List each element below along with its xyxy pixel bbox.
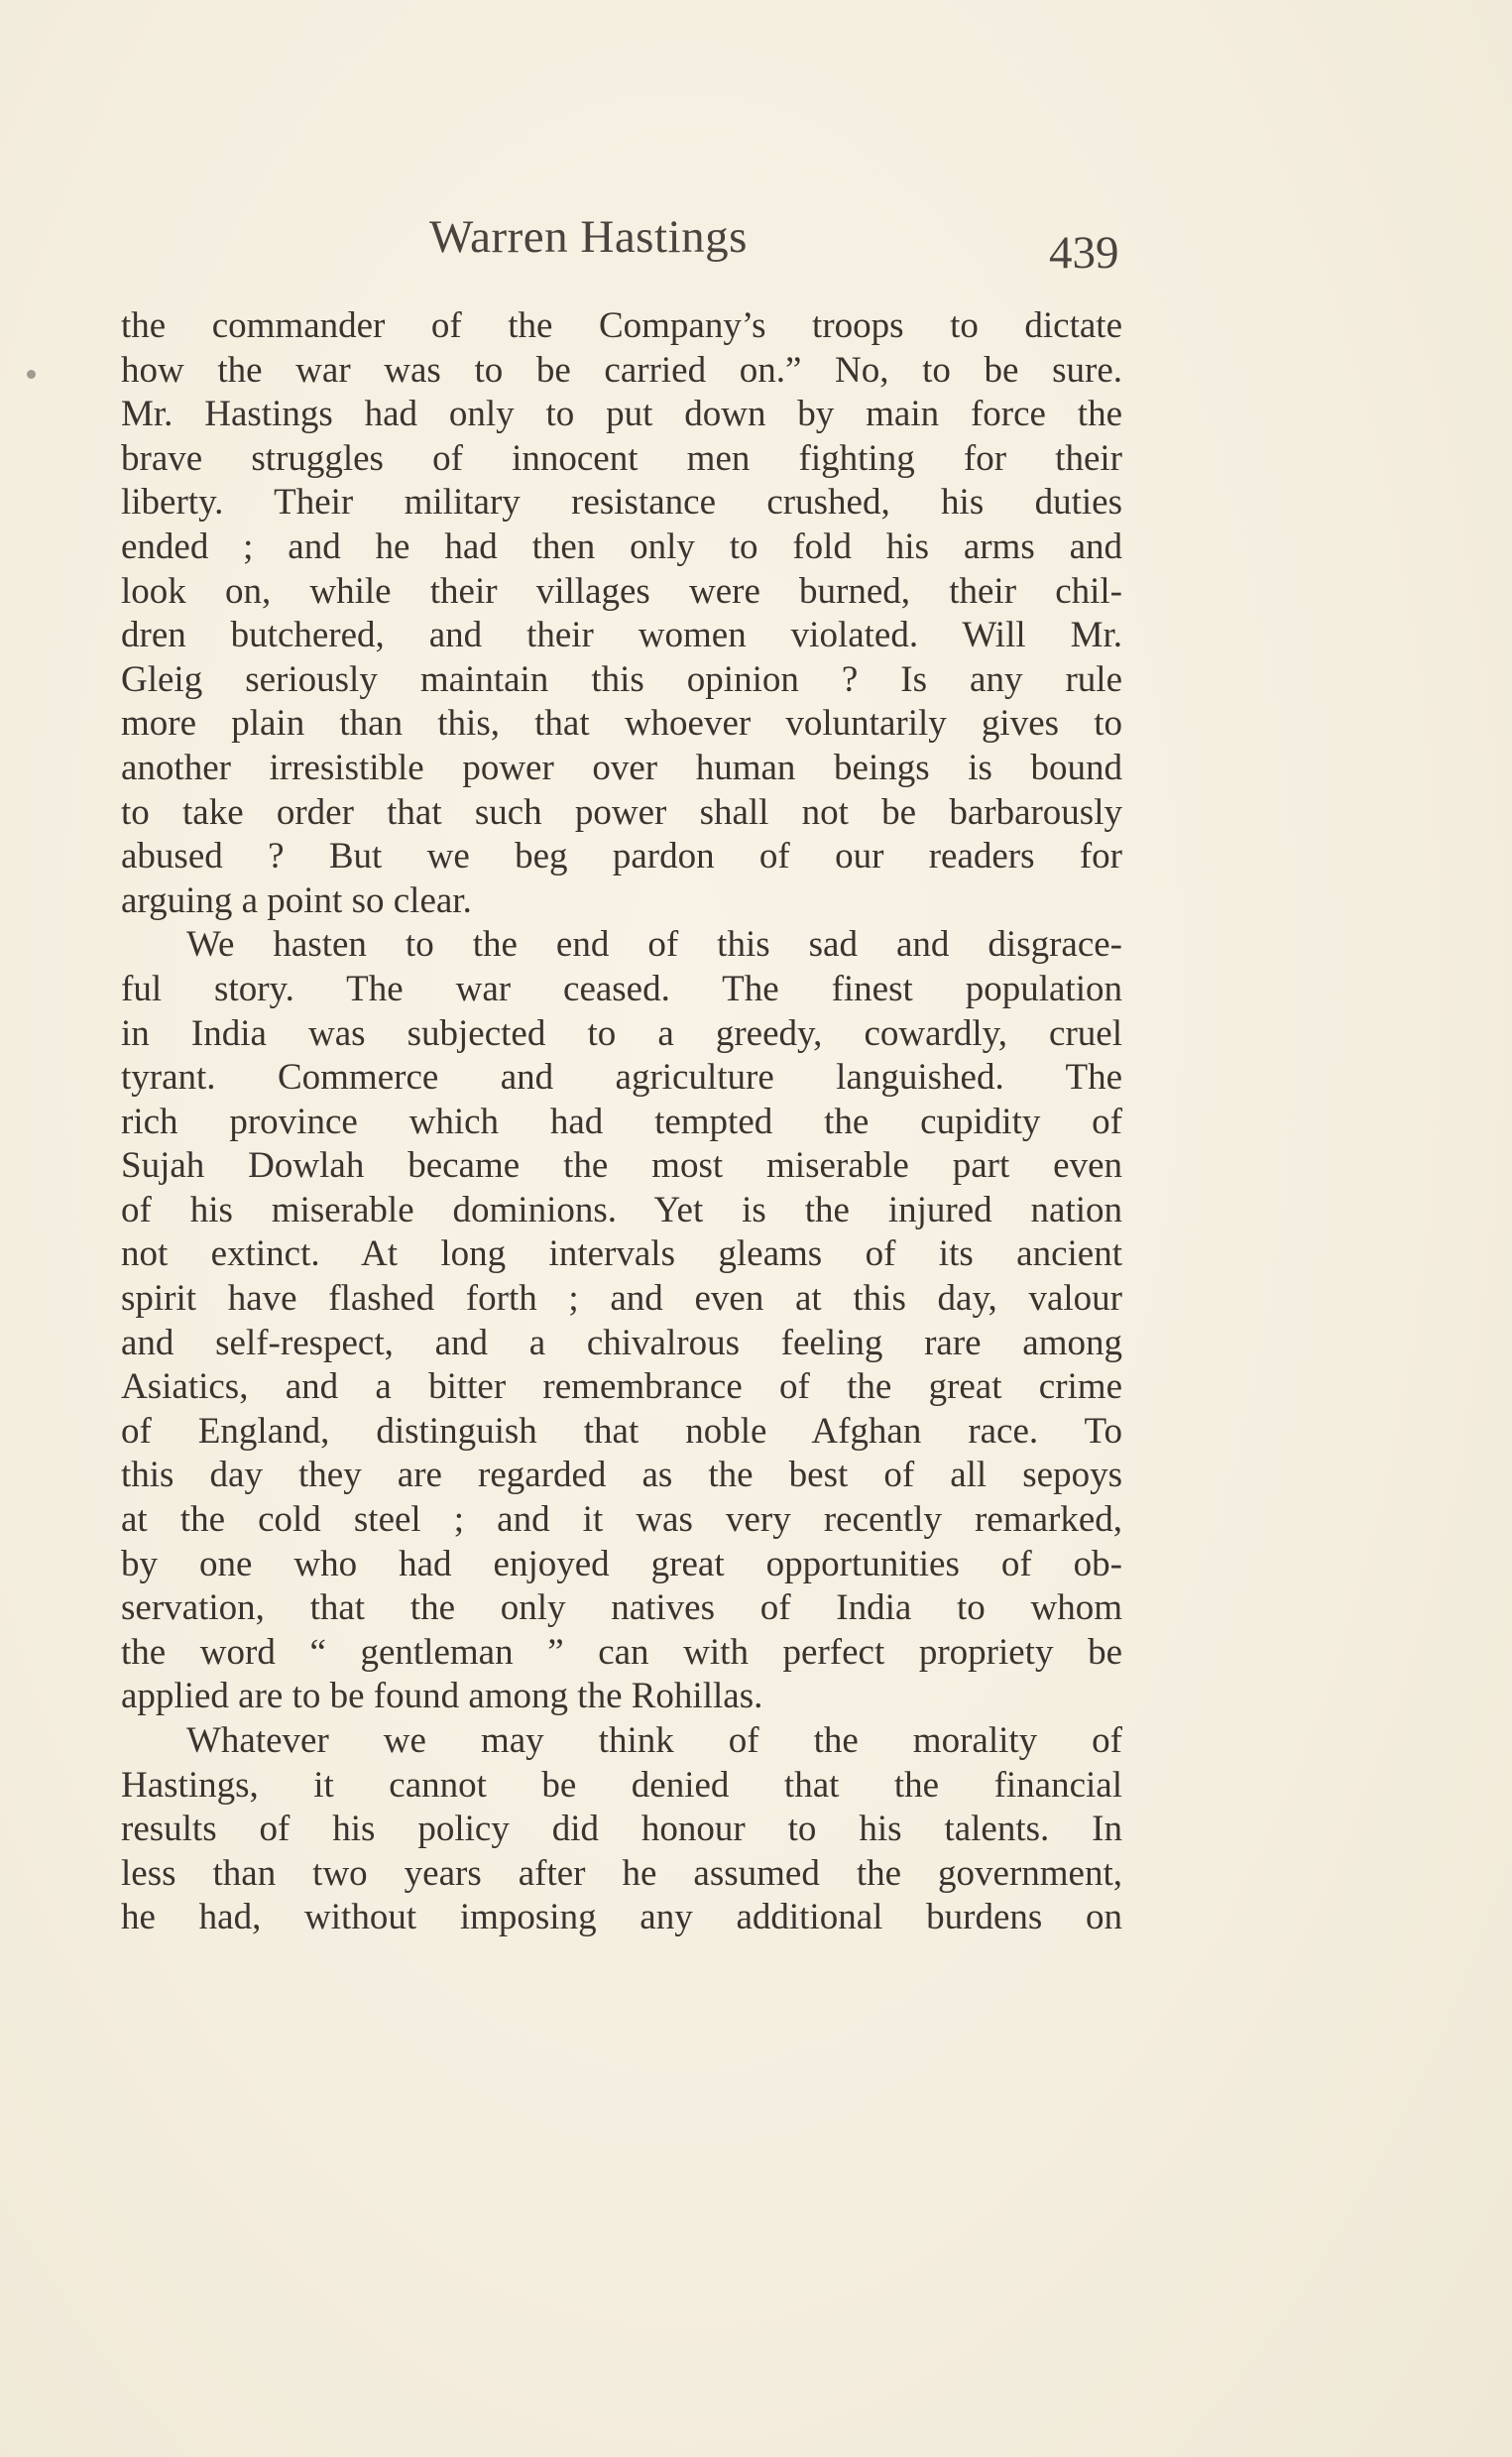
text-line: tyrant. Commerce and agriculture languished. The xyxy=(121,1057,1122,1099)
text-line: ended ; and he had then only to fold his arms and xyxy=(121,526,1122,567)
margin-ink-spot xyxy=(27,370,36,379)
text-line: servation, that the only natives of India to whom xyxy=(121,1587,1122,1629)
text-line: in India was subjected to a greedy, cowardly, cruel xyxy=(121,1012,1122,1054)
text-line: rich province which had tempted the cupidity of xyxy=(121,1101,1122,1142)
text-line: how the war was to be carried on.” No, to be sure. xyxy=(121,349,1122,391)
paragraph-end-line: arguing a point so clear. xyxy=(121,879,472,921)
paragraph-start-line: Whatever we may think of the morality of xyxy=(186,1720,1122,1761)
paragraph-end-line: applied are to be found among the Rohillas. xyxy=(121,1676,763,1717)
page-number: 439 xyxy=(1049,227,1119,279)
text-line: by one who had enjoyed great opportunities of ob- xyxy=(121,1543,1122,1584)
text-line: brave struggles of innocent men fighting for their xyxy=(121,437,1122,479)
text-line: at the cold steel ; and it was very recently remarked, xyxy=(121,1499,1122,1541)
paragraph-start-line: We hasten to the end of this sad and disgrace- xyxy=(186,924,1122,966)
text-line: Mr. Hastings had only to put down by main force the xyxy=(121,394,1122,435)
text-line: results of his policy did honour to his talents. In xyxy=(121,1809,1122,1850)
text-line: look on, while their villages were burned, their chil- xyxy=(121,570,1122,612)
text-line: spirit have flashed forth ; and even at this day, valour xyxy=(121,1278,1122,1320)
text-line: he had, without imposing any additional burdens on xyxy=(121,1897,1122,1938)
text-line: of his miserable dominions. Yet is the injured nation xyxy=(121,1189,1122,1230)
text-line: the commander of the Company’s troops to dictate xyxy=(121,305,1122,346)
text-line: abused ? But we beg pardon of our readers for xyxy=(121,836,1122,878)
text-line: liberty. Their military resistance crushed, his duties xyxy=(121,482,1122,524)
text-line: and self-respect, and a chivalrous feeling rare among xyxy=(121,1322,1122,1363)
running-title: Warren Hastings xyxy=(429,211,748,263)
text-line: another irresistible power over human beings is bound xyxy=(121,747,1122,788)
text-line: dren butchered, and their women violated. Will Mr. xyxy=(121,615,1122,656)
text-line: the word “ gentleman ” can with perfect propriety be xyxy=(121,1631,1122,1673)
text-line: Gleig seriously maintain this opinion ? Is any rule xyxy=(121,658,1122,700)
text-line: this day they are regarded as the best of all sepoys xyxy=(121,1455,1122,1496)
text-line: not extinct. At long intervals gleams of its ancient xyxy=(121,1233,1122,1275)
text-line: Hastings, it cannot be denied that the financial xyxy=(121,1764,1122,1806)
text-line: Sujah Dowlah became the most miserable part even xyxy=(121,1145,1122,1187)
text-line: of England, distinguish that noble Afghan race. To xyxy=(121,1410,1122,1452)
text-line: less than two years after he assumed the government, xyxy=(121,1852,1122,1894)
text-line: more plain than this, that whoever voluntarily gives to xyxy=(121,703,1122,745)
text-line: ful story. The war ceased. The finest population xyxy=(121,968,1122,1009)
text-line: Asiatics, and a bitter remembrance of the great crime xyxy=(121,1366,1122,1408)
text-line: to take order that such power shall not be barbarously xyxy=(121,791,1122,833)
body-text xyxy=(121,304,1122,1940)
